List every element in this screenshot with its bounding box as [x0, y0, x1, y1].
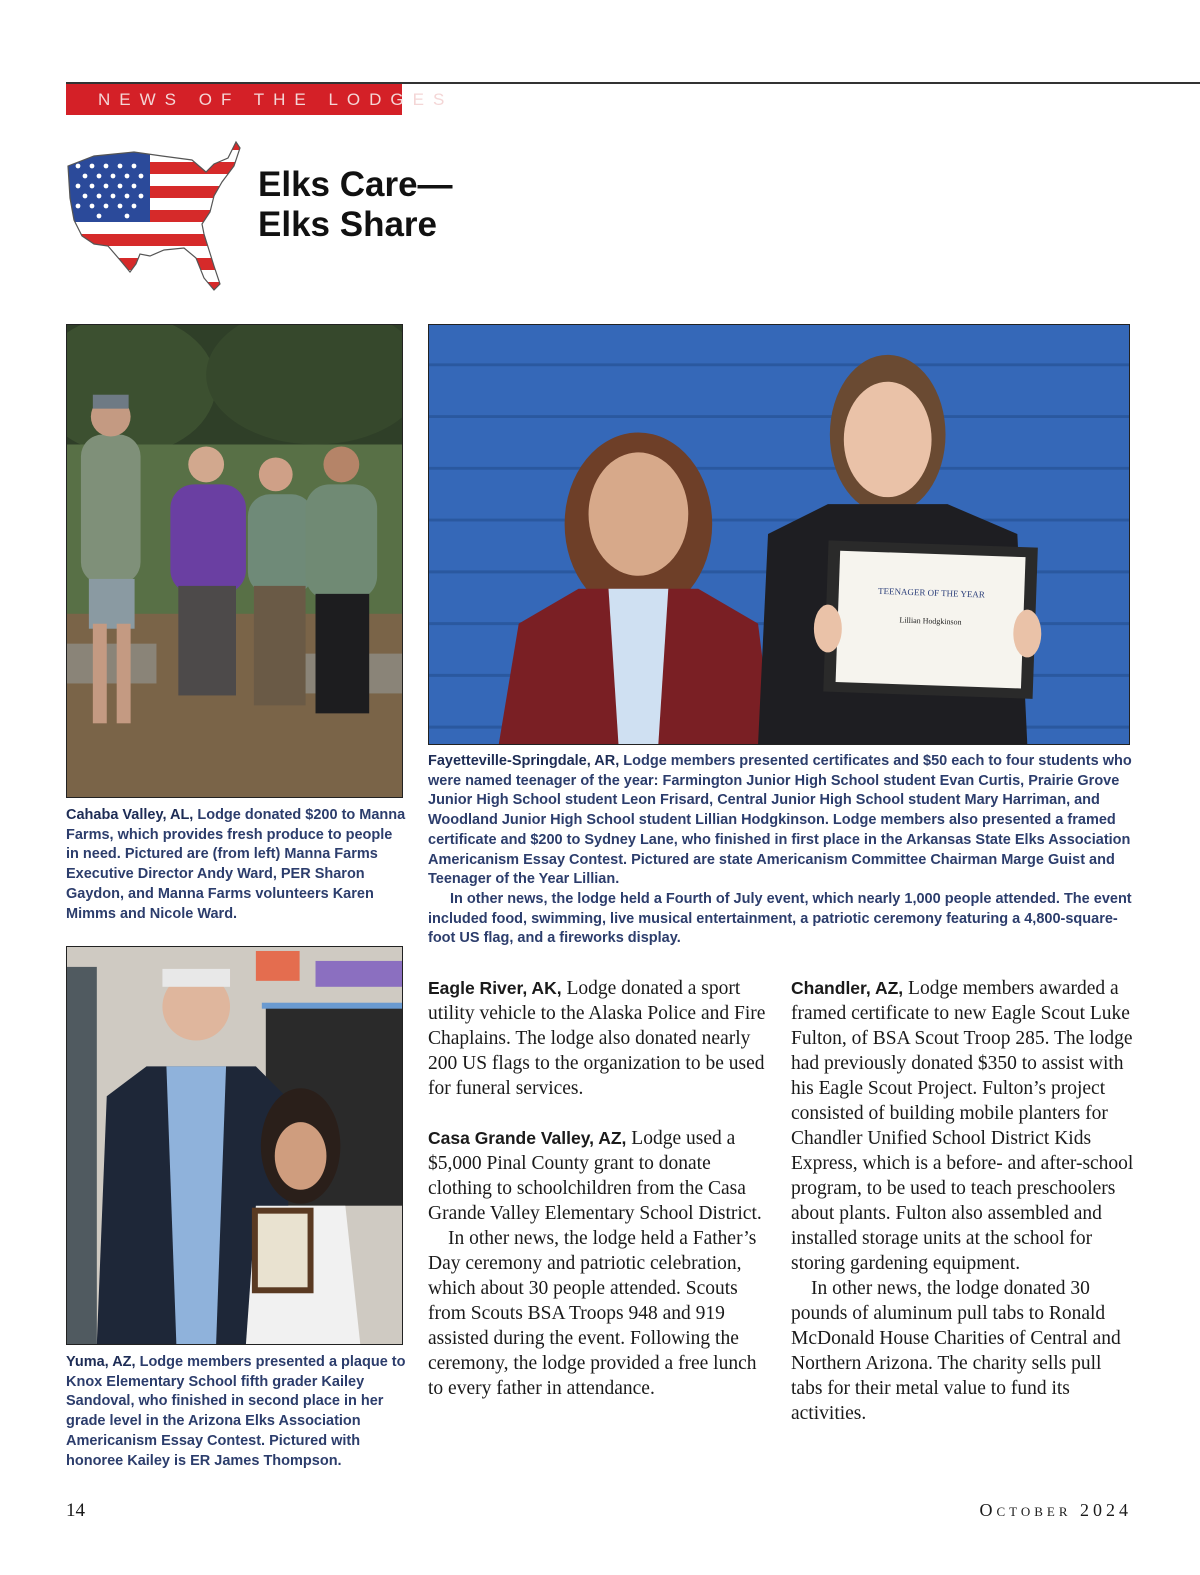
us-flag-map-icon: [64, 138, 242, 294]
casa-grande-other-news: In other news, the lodge held a Father’s Day ceremony and patriotic celebration, which about 30 people attended. Scouts from Scouts BSA Troops 948 and 919 assisted during the event. Following the ceremony, the lodge provided a free lunch to every father in attendance.: [428, 1228, 757, 1399]
yuma-photo: [66, 946, 403, 1345]
chandler-other-news: In other news, the lodge donated 30 pounds of aluminum pull tabs to Ronald McDonald House Charities of Central and Northern Arizona. The charity sells pull tabs for their metal value to fund its activities.: [791, 1278, 1121, 1424]
fayetteville-lead: Fayetteville-Springdale, AR,: [428, 753, 620, 769]
eagle-river-lead: Eagle River, AK,: [428, 978, 562, 998]
fayetteville-text: Lodge members presented certificates and $50 each to four students who were named teenager of the year: Farmington Junior High School student Evan Curtis, Prairie Grove Junior High School student Leon Frisard, Central Junior High School student Mary Harriman, and Woodland Junior High School student Lillian Hodgkinson. Lodge members also presented a framed certificate and $200 to Sydney Lane, who finished in first place in the Arkansas State Elks Association Americanism Essay Contest. Pictured are state Americanism Committee Chairman Marge Guist and Teenager of the Year Lillian.: [428, 753, 1132, 888]
yuma-lead: Yuma, AZ,: [66, 1354, 136, 1370]
yuma-caption: [66, 1353, 406, 1471]
fayetteville-photo: [428, 324, 1130, 745]
casa-grande-lead: Casa Grande Valley, AZ,: [428, 1128, 627, 1148]
certificate-photo-icon: [429, 325, 1129, 744]
certificate-heading: TEENAGER OF THE YEAR: [877, 585, 986, 600]
fayetteville-other-news: In other news, the lodge held a Fourth of July event, which nearly 1,000 people attended. The event included food, swimming, live musical entertainment, a patriotic ceremony featuring a 4,800-square-foot US flag, and a fireworks display.: [428, 890, 1132, 947]
page-title-line2: Elks Share: [258, 205, 437, 244]
article-column-2: [791, 976, 1136, 1426]
issue-date: October 2024: [979, 1500, 1132, 1520]
chandler-lead: Chandler, AZ,: [791, 978, 904, 998]
chandler-text: Lodge members awarded a framed certificate to new Eagle Scout Luke Fulton, of BSA Scout Troop 285. The lodge had previously donated $350 to assist with his Eagle Scout Project. Fulton’s project consisted of building mobile planters for Chandler Unified School District Kids Express, which is a before- and after-school program, to be used to teach preschoolers about plants. Fulton also assembled and installed storage units at the school for storing gardening equipment.: [791, 978, 1134, 1274]
casa-grande-text: Lodge used a $5,000 Pinal County grant to donate clothing to schoolchildren from the Casa Grande Valley Elementary School District.: [428, 1128, 762, 1224]
cahaba-valley-caption: [66, 806, 406, 924]
casa-grande-article: [428, 1126, 768, 1226]
eagle-river-article: [428, 976, 768, 1101]
cahaba-valley-lead: Cahaba Valley, AL,: [66, 807, 194, 823]
page-number: 14: [66, 1500, 85, 1521]
plaque-photo-icon: [67, 947, 402, 1344]
chandler-article: [791, 976, 1136, 1276]
article-column-1: [428, 976, 768, 1401]
fayetteville-caption: [428, 752, 1133, 949]
yuma-text: Lodge members presented a plaque to Knox Elementary School fifth grader Kailey Sandoval, who finished in second place in her grade level in the Arizona Elks Association Americanism Essay Contest. Pictured with honoree Kailey is ER James Thompson.: [66, 1354, 406, 1469]
group-photo-icon: [67, 325, 402, 797]
section-banner: NEWS OF THE LODGES: [66, 84, 402, 115]
page-title-line1: Elks Care—: [258, 165, 453, 204]
certificate-name: Lillian Hodgkinson: [899, 615, 962, 627]
cahaba-valley-photo: [66, 324, 403, 798]
page-title: [258, 165, 453, 245]
eagle-river-text: Lodge donated a sport utility vehicle to the Alaska Police and Fire Chaplains. The lodge also donated nearly 200 US flags to the organization to be used for funeral services.: [428, 978, 766, 1099]
cahaba-valley-text: Lodge donated $200 to Manna Farms, which provides fresh produce to people in need. Pictured are (from left) Manna Farms Executive Director Andy Ward, PER Sharon Gaydon, and Manna Farms volunteers Karen Mimms and Nicole Ward.: [66, 807, 406, 922]
